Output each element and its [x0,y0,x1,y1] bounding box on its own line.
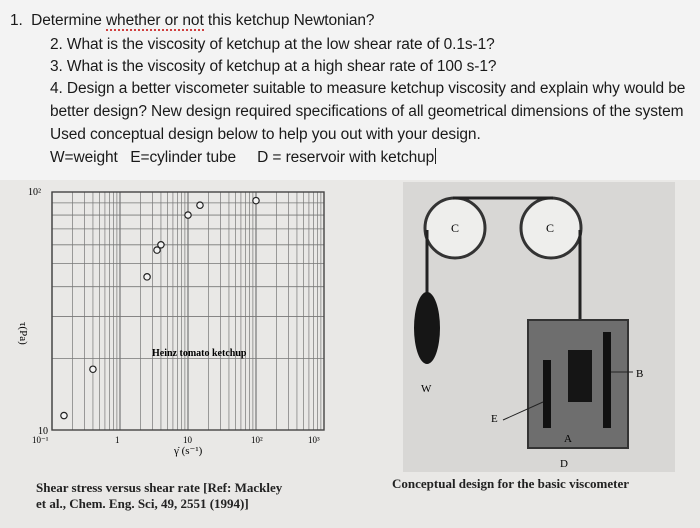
label-e: E [491,413,498,425]
question-1-underlined: whether or not [105,12,204,29]
weight-w [414,292,440,364]
x-tick-label: 1 [115,435,120,445]
x-tick-labels [32,435,320,445]
y-axis-label: τ(Pa) [17,322,29,345]
label-d: D [560,458,568,470]
legend-text: W=weight E=cylinder tube D = reservoir with ketchup [50,149,435,166]
chart-grid [52,192,324,430]
data-point [158,242,164,248]
x-tick-label: 10³ [308,435,320,445]
data-points [61,197,259,418]
x-axis-label: γ̇ (s⁻¹) [174,445,203,457]
question-3: 3. What is the viscosity of ketchup at a high shear rate of 100 s-1? [50,58,497,75]
chart-caption-line-1: Shear stress versus shear rate [Ref: Mackley [36,480,283,495]
question-4-line-1: 4. Design a better viscometer suitable to measure ketchup viscosity and explain why would be [50,80,686,97]
diagram-caption: Conceptual design for the basic viscometer [392,476,629,491]
chart-annotation: Heinz tomato ketchup [152,348,247,359]
question-1-number: 1. [10,12,23,29]
label-a: A [564,433,572,445]
rheology-chart [0,180,350,528]
data-point [197,202,203,208]
label-w: W [421,383,432,395]
cylinder-tube-left [543,360,551,428]
question-1-suffix: this ketchup Newtonian? [203,12,375,29]
text-cursor [435,148,436,164]
question-2: 2. What is the viscosity of ketchup at the low shear rate of 0.1s-1? [50,36,495,53]
legend-line [50,148,436,167]
label-b: B [636,368,644,380]
x-tick-label: 10 [183,435,192,445]
x-tick-label: 10² [251,435,263,445]
textbook-photo [0,180,700,528]
question-4-line-3: Used conceptual design below to help you out with your design. [50,126,481,143]
label-c-right: C [546,221,555,235]
viscometer-diagram [385,180,695,480]
question-1-prefix: Determine [31,12,106,29]
chart-caption-line-2: et al., Chem. Eng. Sci, 49, 2551 (1994)] [36,496,249,511]
question-1 [10,12,374,30]
data-point [90,366,96,372]
y-top-label: 10² [28,187,41,198]
x-tick-label: 10⁻¹ [32,435,49,445]
cylinder-tube-right [603,332,611,428]
data-point [144,274,150,280]
label-c-left: C [451,221,460,235]
data-point [253,197,259,203]
data-point [61,412,67,418]
question-4-line-2: better design? New design required specifications of all geometrical dimensions of the system [50,103,684,120]
data-point [185,212,191,218]
spindle-b [568,350,592,402]
y-bottom-label: 10 [38,426,48,437]
